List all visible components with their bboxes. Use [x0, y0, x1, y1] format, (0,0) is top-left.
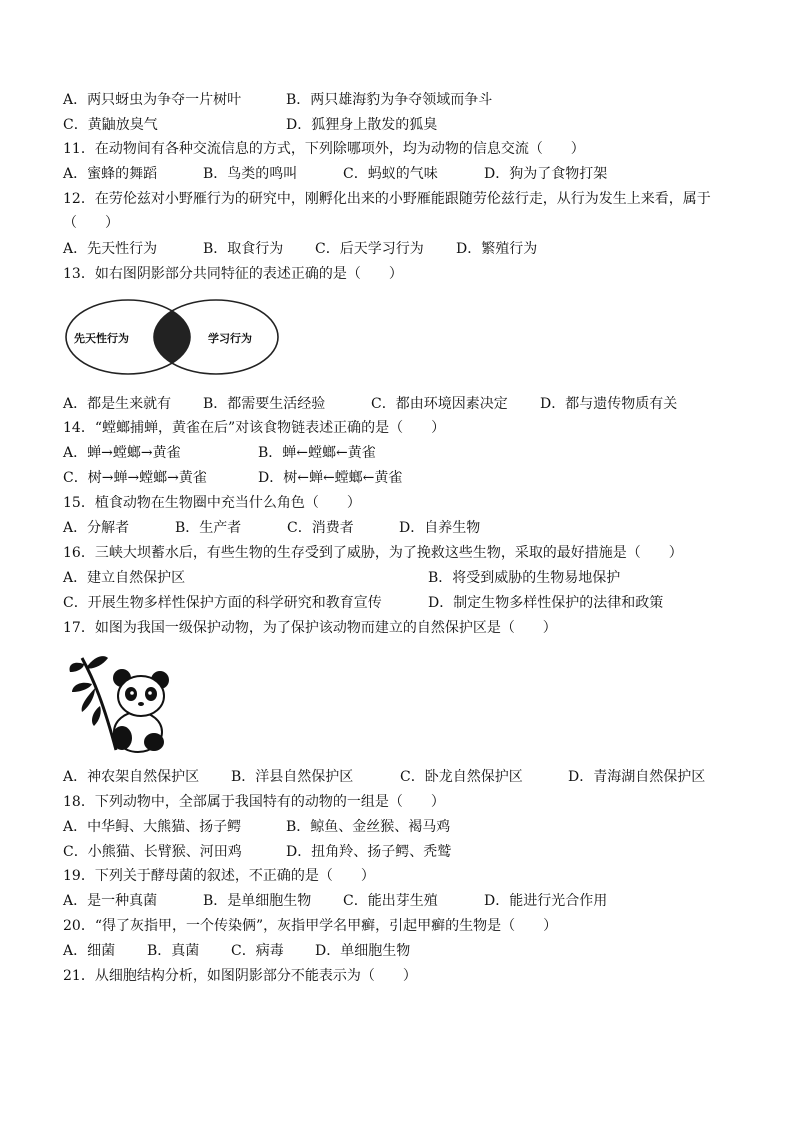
q20-option-a: A．细菌	[63, 943, 116, 959]
q20-option-c: C．病毒	[231, 943, 284, 959]
q18-option-a: A．中华鲟、大熊猫、扬子鳄	[63, 819, 242, 835]
bamboo-leaf-icon	[72, 683, 92, 692]
panda-eye-left	[130, 691, 134, 695]
panda-illustration	[64, 650, 174, 754]
q10-option-a: A．两只蚜虫为争夺一片树叶	[63, 92, 242, 108]
q19-option-d: D．能进行光合作用	[484, 893, 608, 909]
q17-option-b: B．洋县自然保护区	[231, 769, 354, 785]
q17-option-a: A．神农架自然保护区	[63, 769, 200, 785]
q16-option-a: A．建立自然保护区	[63, 570, 186, 586]
q13-stem: 13．如右图阴影部分共同特征的表述正确的是（ ）	[63, 266, 403, 282]
q16-option-b: B．将受到威胁的生物易地保护	[428, 570, 621, 586]
panda-nose	[138, 702, 144, 706]
q19-option-a: A．是一种真菌	[63, 893, 158, 909]
q20-option-b: B．真菌	[147, 943, 200, 959]
q14-option-b: B．蝉←螳螂←黄雀	[258, 445, 376, 461]
venn-diagram	[64, 297, 280, 377]
q10-option-d: D．狐狸身上散发的狐臭	[286, 117, 438, 133]
panda-leg	[144, 733, 164, 751]
q14-option-a: A．蝉→螳螂→黄雀	[63, 445, 181, 461]
q20-stem: 20．“得了灰指甲，一个传染俩”，灰指甲学名甲癣，引起甲癣的生物是（ ）	[63, 918, 558, 934]
q12-stem-continued: （ ）	[63, 215, 119, 231]
q15-option-b: B．生产者	[175, 520, 242, 536]
q17-option-c: C．卧龙自然保护区	[400, 769, 523, 785]
q11-option-a: A．蜜蜂的舞蹈	[63, 166, 158, 182]
q11-option-c: C．蚂蚁的气味	[343, 166, 438, 182]
q15-option-c: C．消费者	[287, 520, 354, 536]
bamboo-leaf-icon	[70, 663, 84, 672]
q18-option-c: C．小熊猫、长臂猴、河田鸡	[63, 844, 242, 860]
bamboo-leaf-icon	[86, 656, 108, 668]
venn-right-label: 学习行为	[208, 332, 252, 345]
q12-option-d: D．繁殖行为	[456, 241, 538, 257]
q13-option-d: D．都与遗传物质有关	[540, 396, 678, 412]
panda-arm	[112, 726, 132, 750]
q12-option-c: C．后天学习行为	[315, 241, 424, 257]
bamboo-leaf-icon	[92, 706, 101, 726]
q20-option-d: D．单细胞生物	[315, 943, 411, 959]
q19-option-c: C．能出芽生殖	[343, 893, 438, 909]
q19-option-b: B．是单细胞生物	[203, 893, 312, 909]
q17-stem: 17．如图为我国一级保护动物，为了保护该动物而建立的自然保护区是（ ）	[63, 620, 557, 636]
venn-left-label: 先天性行为	[74, 332, 129, 345]
q15-option-a: A．分解者	[63, 520, 130, 536]
q12-option-a: A．先天性行为	[63, 241, 158, 257]
q14-stem: 14．“螳螂捕蝉，黄雀在后”对该食物链表述正确的是（ ）	[63, 420, 446, 436]
q13-option-b: B．都需要生活经验	[203, 396, 326, 412]
q13-option-a: A．都是生来就有	[63, 396, 172, 412]
bamboo-leaf-icon	[82, 688, 95, 712]
q12-stem: 12．在劳伦兹对小野雁行为的研究中，刚孵化出来的小野雁能跟随劳伦兹行走，从行为发生上来看，属于	[63, 191, 711, 207]
q18-stem: 18．下列动物中，全部属于我国特有的动物的一组是（ ）	[63, 794, 445, 810]
q16-option-c: C．开展生物多样性保护方面的科学研究和教育宣传	[63, 595, 382, 611]
q15-stem: 15．植食动物在生物圈中充当什么角色（ ）	[63, 495, 361, 511]
q18-option-d: D．扭角羚、扬子鳄、秃鹫	[286, 844, 452, 860]
q11-option-b: B．鸟类的鸣叫	[203, 166, 298, 182]
q17-option-d: D．青海湖自然保护区	[568, 769, 706, 785]
q11-stem: 11．在动物间有各种交流信息的方式，下列除哪项外，均为动物的信息交流（ ）	[63, 141, 585, 157]
q10-option-b: B．两只雄海豹为争夺领域而争斗	[286, 92, 493, 108]
q10-option-c: C．黄鼬放臭气	[63, 117, 158, 133]
q18-option-b: B．鲸鱼、金丝猴、褐马鸡	[286, 819, 451, 835]
q15-option-d: D．自养生物	[399, 520, 481, 536]
q14-option-d: D．树←蝉←螳螂←黄雀	[258, 470, 403, 486]
q12-option-b: B．取食行为	[203, 241, 284, 257]
q21-stem: 21．从细胞结构分析，如图阴影部分不能表示为（ ）	[63, 968, 417, 984]
q16-option-d: D．制定生物多样性保护的法律和政策	[428, 595, 664, 611]
q11-option-d: D．狗为了食物打架	[484, 166, 608, 182]
q14-option-c: C．树→蝉→螳螂→黄雀	[63, 470, 207, 486]
q16-stem: 16．三峡大坝蓄水后，有些生物的生存受到了威胁，为了挽救这些生物，采取的最好措施是（ ）	[63, 545, 683, 561]
panda-eye-right	[148, 691, 152, 695]
q19-stem: 19．下列关于酵母菌的叙述，不正确的是（ ）	[63, 868, 375, 884]
q13-option-c: C．都由环境因素决定	[371, 396, 508, 412]
panda-head	[118, 676, 164, 716]
